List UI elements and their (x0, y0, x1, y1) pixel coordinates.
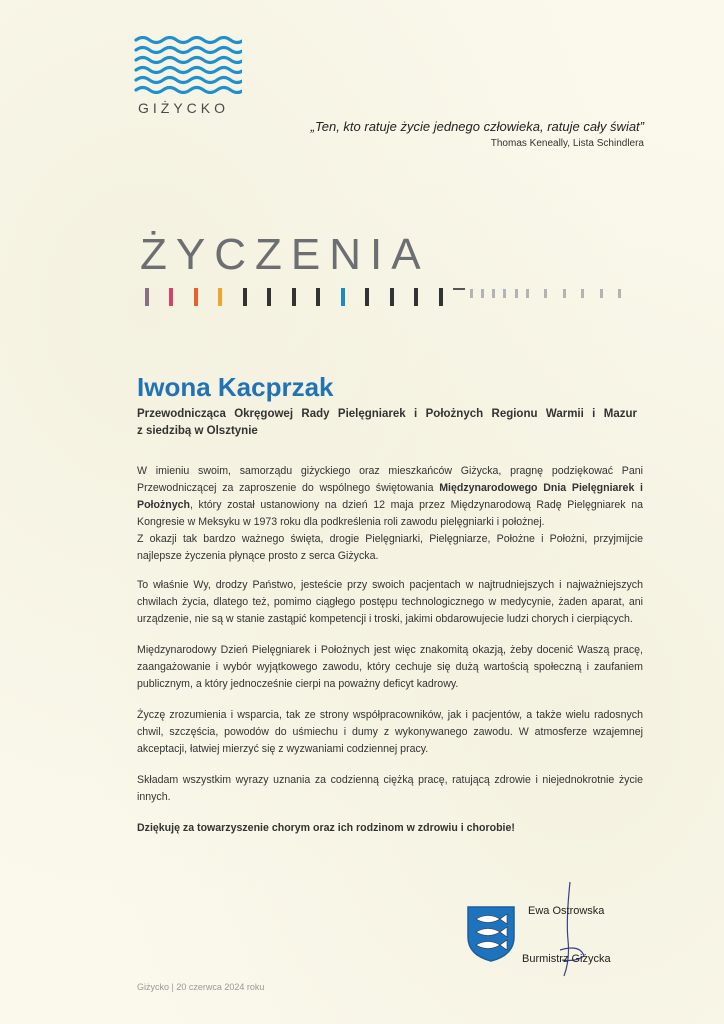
signer-role: Burmistrz Giżycka (522, 953, 611, 965)
decor-bar (292, 288, 296, 306)
paragraph-1-bold: Międzynarodowego Dnia Pielęgniarek i Położnych (137, 482, 643, 511)
paragraph-2: To właśnie Wy, drodzy Państwo, jesteście przy swoich pacjentach w najtrudniejszych i najważniejszych chwilach życia, dlatego też, pomimo ciągłego postępu technologicznego w medycynie, żaden aparat, ani urządzenie, nie są w stanie zastąpić kompetencji i troski, jakimi obdarowujecie ludzi chorych i cierpiących. (137, 579, 643, 625)
decor-bar (414, 288, 418, 306)
paragraph-5: Składam wszystkim wyrazy uznania za codzienną ciężką pracę, ratującą zdrowie i niejednokrotnie życie innych. (137, 774, 643, 803)
decor-bar-small (515, 289, 518, 298)
decor-bar (218, 288, 222, 306)
decor-bar-small (492, 289, 495, 298)
decor-bar (145, 288, 149, 306)
paragraph-4: Życzę zrozumienia i wsparcia, tak ze strony współpracowników, jak i pacjentów, a także wielu radosnych chwil, szczęścia, powodów do uśmiechu i dumy z wykonywanego zawodu. W atmosferze wzajemnej akceptacji, łatwiej mierzyć się z wyzwaniami codziennej pracy. (137, 709, 643, 755)
decor-bar (390, 288, 394, 306)
quote-text: „Ten, kto ratuje życie jednego człowieka, ratuje cały świat” (310, 119, 644, 134)
decor-bar-small (600, 289, 603, 298)
decor-bar-small (618, 289, 621, 298)
decor-bar-small (544, 289, 547, 298)
paragraph-1-part-c: Z okazji tak bardzo ważnego święta, drogie Pielęgniarki, Pielęgniarze, Położne i Położni, przyjmijcie najlepsze życzenia płynące prosto z serca Giżycka. (137, 533, 643, 562)
recipient-role-line1: Przewodnicząca Okręgowej Rady Pielęgniarek i Położnych Regionu Warmii i Mazur (137, 408, 637, 420)
decor-bar (267, 288, 271, 306)
signature-icon (540, 880, 600, 980)
decor-bar-small (563, 289, 566, 298)
page-title: ŻYCZENIA (140, 230, 430, 279)
decor-bar (365, 288, 369, 306)
decor-bar-small (481, 289, 484, 298)
signature (540, 880, 600, 985)
waves-logo-icon (134, 36, 242, 94)
decor-bar (341, 288, 345, 306)
footer-date: Giżycko | 20 czerwca 2024 roku (137, 982, 265, 992)
decor-bar (453, 288, 465, 290)
recipient-role-line2: z siedzibą w Olsztynie (137, 425, 258, 437)
closing-line: Dziękuję za towarzyszenie chorym oraz ich rodzinom w zdrowiu i chorobie! (137, 822, 515, 834)
paragraph-1-part-b: , który został ustanowiony na dzień 12 maja przez Międzynarodową Radę Pielęgniarek na Kongresie w Meksyku w 1973 roku dla podkreślenia roli zawodu pielęgniarki i położnej. (137, 499, 643, 528)
letter-body (137, 463, 643, 851)
paragraph-1 (137, 463, 643, 565)
decor-bar (194, 288, 198, 306)
coat-of-arms-fish-icon (466, 905, 516, 963)
paragraph-1-part-a: W imieniu swoim, samorządu giżyckiego oraz mieszkańców Giżycka, pragnę podziękować Pani Przewodniczącej za zaproszenie do wspólnego świętowania (137, 465, 643, 494)
gizycko-logo (134, 36, 244, 116)
decor-bar-small (526, 289, 529, 298)
signer-name: Ewa Ostrowska (528, 905, 605, 917)
decor-bar-small (470, 289, 473, 298)
decor-bar (316, 288, 320, 306)
decor-bar-small (581, 289, 584, 298)
quote-author: Thomas Keneally, Lista Schindlera (490, 138, 644, 149)
paragraph-3: Międzynarodowy Dzień Pielęgniarek i Położnych jest więc znakomitą okazją, żeby docenić Waszą pracę, zaangażowanie i wybór wyjątkowego zawodu, który cechuje się dużą wartością społeczną i zaufaniem publicznym, a który jednocześnie cierpi na poważny deficyt kadrowy. (137, 644, 643, 690)
quote-block (311, 119, 644, 149)
decor-bar (439, 288, 443, 306)
decor-bar (243, 288, 247, 306)
decor-bar (169, 288, 173, 306)
recipient-name: Iwona Kacprzak (137, 372, 334, 402)
coat-of-arms (466, 905, 516, 968)
decor-bar-small (503, 289, 506, 298)
recipient-role (137, 406, 637, 440)
logo-text: GIŻYCKO (138, 100, 230, 116)
